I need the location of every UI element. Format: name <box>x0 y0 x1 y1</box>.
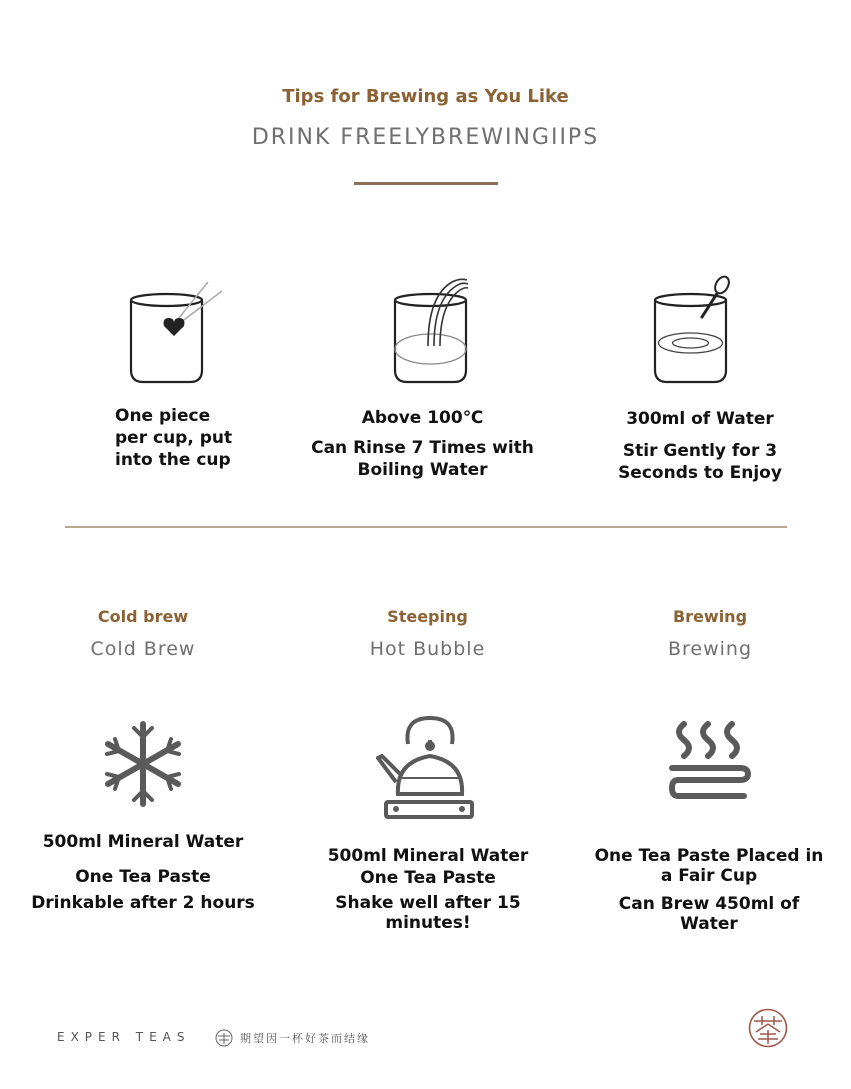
brand-name: EXPER TEAS <box>57 1030 191 1044</box>
method-cold-heading: Cold brew Cold Brew <box>90 607 196 660</box>
method-brew-text: One Tea Paste Placed in a Fair Cup Can Brew 450ml of Water <box>594 846 824 934</box>
method-steep-text: 500ml Mineral Water One Tea Paste Shake well after 15 minutes! <box>327 846 529 933</box>
cup-pour-icon <box>390 276 490 386</box>
method-brew-heading: Brewing Brewing <box>667 607 753 660</box>
method-cold-text: 500ml Mineral Water One Tea Paste Drinkable after 2 hours <box>31 832 255 913</box>
title-divider <box>354 182 498 185</box>
method-steep-heading: Steeping Hot Bubble <box>369 607 486 660</box>
snowflake-icon <box>103 720 183 808</box>
step-1-text: One piece per cup, put into the cup <box>115 406 233 470</box>
tea-seal-icon <box>748 1008 788 1048</box>
brand-slogan: 期望因一杯好茶而结缘 <box>240 1032 370 1045</box>
step-2-text: Above 100℃ Can Rinse 7 Times with Boiling Water <box>311 408 534 480</box>
brand-logo-icon <box>215 1029 233 1047</box>
page-title: DRINK FREELYBREWINGIIPS <box>251 125 600 150</box>
section-divider <box>65 526 787 528</box>
kettle-icon <box>376 714 476 822</box>
steam-icon <box>664 720 754 808</box>
cup-teabag-icon <box>126 278 226 386</box>
cup-spoon-icon <box>650 272 750 386</box>
step-3-text: 300ml of Water Stir Gently for 3 Seconds to Enjoy <box>618 409 782 483</box>
page-subtitle: Tips for Brewing as You Like <box>282 86 569 107</box>
